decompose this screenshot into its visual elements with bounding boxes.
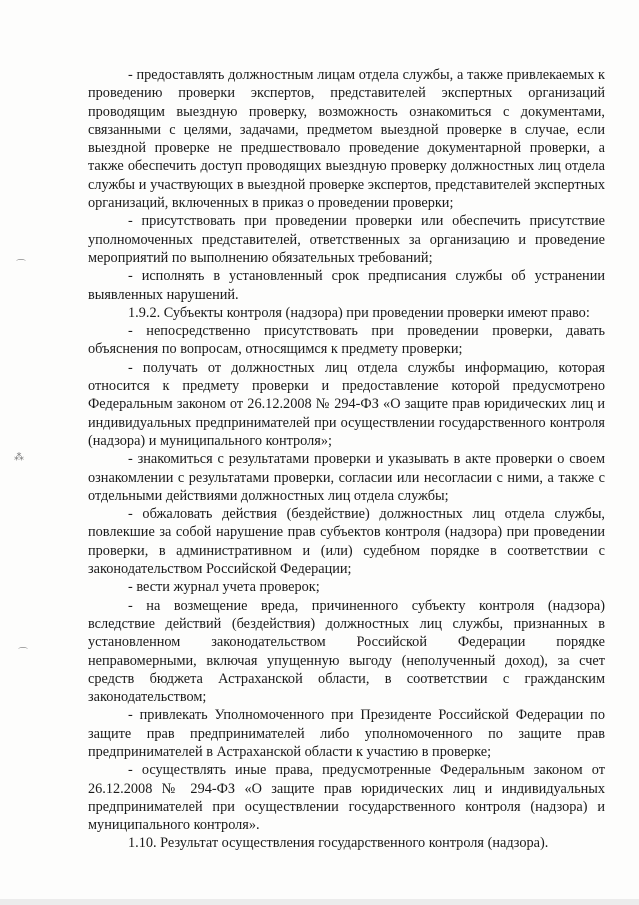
paragraph: 1.10. Результат осуществления государственного контроля (надзора).	[128, 835, 549, 852]
document-body	[88, 66, 605, 853]
paragraph: - обжаловать действия (бездействие) должностных лиц отдела службы, повлекшие за собой нарушение прав субъектов контроля (надзора) при проведении проверки, в административном и (или) судебном порядке в соответствии с законодательством Российской Федерации;	[88, 506, 605, 578]
paragraph: - присутствовать при проведении проверки или обеспечить присутствие уполномоченных представителей, ответственных за организацию и проведение мероприятий по выполнению обязательных требований;	[88, 213, 605, 266]
paragraph: 1.9.2. Субъекты контроля (надзора) при проведении проверки имеют право:	[128, 304, 590, 321]
paragraph: - вести журнал учета проверок;	[128, 579, 320, 596]
paragraph: - предоставлять должностным лицам отдела службы, а также привлекаемых к проведению проверки экспертов, представителей экспертных организаций проводящим выездную проверку, возможность ознакомиться с документами, связанными с целями, задачами, предметом выездной проверке в случае, если выездной проверке не предшествовало проведение документарной проверки, а также обеспечить доступ проводящих выездную проверку должностных лиц отдела службы и участвующих в выездной проверке экспертов, представителей экспертных организаций, включенных в приказ о проведении проверки;	[88, 67, 605, 212]
paragraph: - непосредственно присутствовать при проведении проверки, давать объяснения по вопросам, относящимся к предмету проверки;	[88, 323, 605, 358]
paragraph: - получать от должностных лиц отдела службы информацию, которая относится к предмету проверки и предоставление которой предусмотрено Федеральным законом от 26.12.2008 № 294-ФЗ «О защите прав юридических лиц и индивидуальных предпринимателей при осуществлении государственного контроля (надзора) и муниципального контроля»;	[88, 359, 605, 449]
paragraph: - исполнять в установленный срок предписания службы об устранении выявленных нарушений.	[88, 268, 605, 303]
scan-mark: ⌒	[16, 260, 26, 271]
paragraph: - привлекать Уполномоченного при Президенте Российской Федерации по защите прав предпринимателей либо уполномоченного по защите прав предпринимателей в Астраханской области к участию в проверке;	[88, 707, 605, 760]
scan-edge	[0, 899, 639, 905]
paragraph: - знакомиться с результатами проверки и указывать в акте проверки о своем ознакомлении с результатами проверки, согласии или несогласии с ними, а также с отдельными действиями должностных лиц отдела службы;	[88, 451, 605, 504]
paragraph: - осуществлять иные права, предусмотренные Федеральным законом от 26.12.2008 № 294-ФЗ «О защите прав юридических лиц и индивидуальных предпринимателей при осуществлении государственного контроля (надзора) и муниципального контроля».	[88, 762, 605, 834]
scan-mark: ⌒	[18, 648, 28, 659]
paragraph: - на возмещение вреда, причиненного субъекту контроля (надзора) вследствие действий (бездействия) должностных лиц службы, признанных в установленном законодательством Российской Федерации порядке неправомерными, включая упущенную выгоду (неполученный доход), за счет средств бюджета Астраханской области, в соответствии с гражданским законодательством;	[88, 597, 605, 706]
scan-mark: ⁂	[14, 452, 24, 463]
